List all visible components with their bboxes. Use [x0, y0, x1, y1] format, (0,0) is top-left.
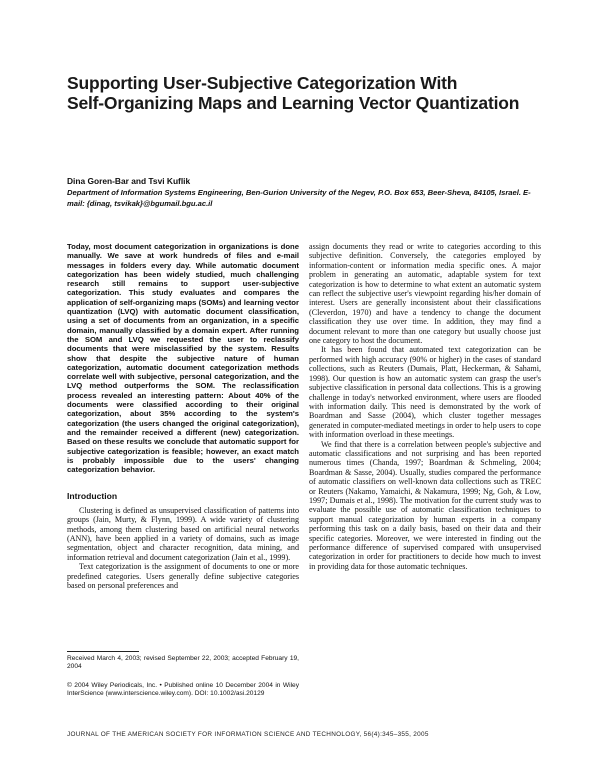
abstract: Today, most document categorization in organizations is done manually. We save at work hundreds of files and e-mail messages in folders every day. While automatic document categorization has been widely studied, much challenging research still remains to support user-subjective categorization. This study evaluates and compares the application of self-organizing maps (SOMs) and learning vector quantization (LVQ) with automatic document classification, using a set of documents from an organization, in a specific domain, manually classified by a domain expert. After running the SOM and LVQ we requested the user to reclassify documents that were misclassified by the system. Results show that despite the subjective nature of human categorization, automatic document categorization methods correlate well with subjective, personal categorization, and the LVQ method outperforms the SOM. The reclassification process revealed an interesting pattern: About 40% of the documents were classified according to their original categorization, about 35% according to the system's categorization (the users changed the original categorization), and the remainder received a different (new) categorization. Based on these results we conclude that automatic support for subjective categorization is feasible; however, an exact match is probably impossible due to the users' changing categorization behavior.	[67, 242, 299, 475]
author-affiliation: Department of Information Systems Engineering, Ben-Gurion University of the Negev, P.O. Box 653, Beer-Sheva, 84105, Israel. E-mail: {dinag, tsvikak}@bgumail.bgu.ac.il	[67, 188, 531, 208]
body-paragraph: Text categorization is the assignment of documents to one or more predefined categories. Users generally define subjective categories based on personal preferences and	[67, 562, 299, 591]
title-line-2: Self-Organizing Maps and Learning Vector Quantization	[67, 93, 520, 113]
author-list: Dina Goren-Bar and Tsvi Kuflik	[67, 176, 191, 186]
right-column	[309, 242, 541, 571]
copyright-footnote: © 2004 Wiley Periodicals, Inc. • Published online 10 December 2004 in Wiley InterScience (www.interscience.wiley.com). DOI: 10.1002/asi.20129	[67, 682, 299, 698]
body-paragraph: Clustering is defined as unsupervised classification of patterns into groups (Jain, Murty, & Flynn, 1999). A wide variety of clustering methods, among them clustering based on artificial neural networks (ANN), have been applied in a variety of domains, such as image segmentation, object and character recognition, data mining, and information retrieval and document categorization (Jain et al., 1999).	[67, 505, 299, 562]
body-paragraph: It has been found that automated text categorization can be performed with high accuracy (90% or higher) in the cases of standard collections, such as Reuters (Dumais, Platt, Heckerman, & Sahami, 1998). Our question is how an automatic system can grasp the user's subjective classification in personal data collections. This is a growing challenge in today's networked environment, where users are flooded with information daily. This need is demonstrated by the work of Boardman and Sasse (2004), which cluster together messages generated in computer-mediated meetings in order to help users to cope with information overload in these meetings.	[309, 345, 541, 440]
body-paragraph: assign documents they read or write to categories according to this subjective definition. Conversely, the categories employed by information-content or information media specific ones. A major problem in generating an automatic, adaptable system for text categorization is how to determine to what extent an automatic system can reflect the subjective user's viewpoint regarding his/her domain of interest. Users are generally inconsistent about their classifications (Cleverdon, 1970) and have a tendency to change the document classification they use over time. In addition, they may find a document relevant to more than one category but usually choose just one category to host the document.	[309, 242, 541, 346]
left-column	[67, 242, 299, 590]
journal-running-footer: JOURNAL OF THE AMERICAN SOCIETY FOR INFORMATION SCIENCE AND TECHNOLOGY, 56(4):345–355, 2005	[67, 731, 429, 738]
title-line-1: Supporting User-Subjective Categorization With	[67, 73, 458, 93]
received-dates-footnote: Received March 4, 2003; revised September 22, 2003; accepted February 19, 2004	[67, 655, 299, 671]
paper-title	[67, 73, 547, 113]
body-paragraph: We find that there is a correlation between people's subjective and automatic classifications and not surprising and has been reported numerous times (Chanda, 1997; Boardman & Schmeling, 2004; Boardman & Sasse, 2004). Usually, studies compared the performance of automatic classifiers on well-known data collections such as TREC or Reuters (Nakamo, Yamaichi, & Nakamura, 1999; Ng, Goh, & Low, 1997; Dumais et al., 1998). The motivation for the current study was to evaluate the possible use of automatic classification techniques to support manual categorization by human experts in a company performing this task on a daily basis, based on their data and their specific categories. Moreover, we were interested in finding out the performance difference of supervised compared with unsupervised categorization in order for practitioners to decide how much to invest in providing data for those automatic techniques.	[309, 439, 541, 571]
footnote-divider	[67, 651, 139, 652]
section-heading-introduction: Introduction	[67, 491, 118, 502]
